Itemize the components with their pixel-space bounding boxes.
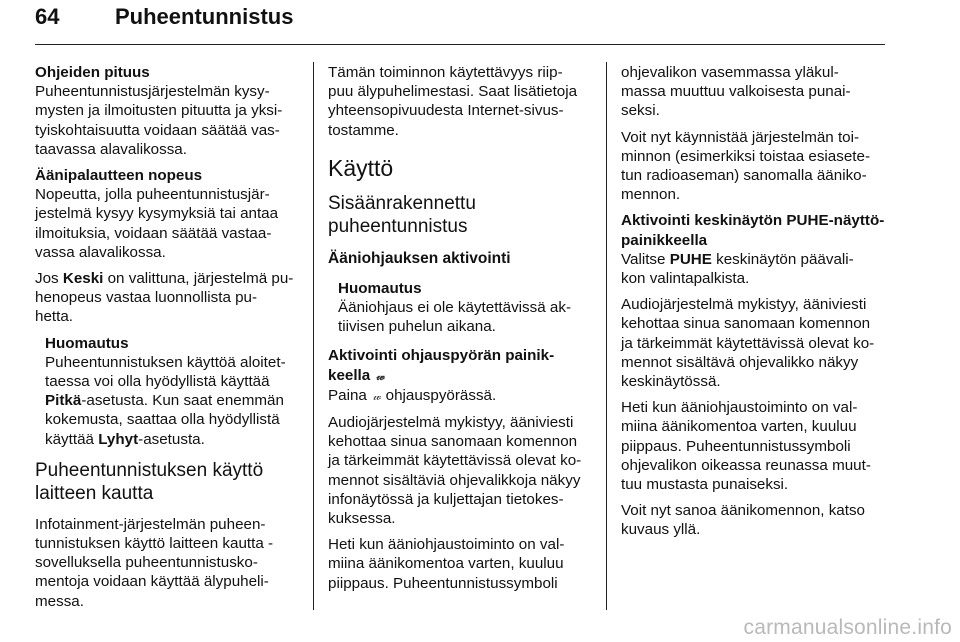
note-heading: Huomautus xyxy=(45,334,129,352)
text-line: massa muuttuu valkoisesta punai- xyxy=(621,83,851,101)
paragraph-start-function xyxy=(621,128,889,205)
setting-keyword: Pitkä xyxy=(45,392,82,410)
paragraph-symbol-color xyxy=(621,63,889,121)
text-line: tuu mustasta punaiseksi. xyxy=(621,476,789,494)
page-header xyxy=(35,4,885,46)
column-divider-2 xyxy=(606,62,607,610)
text-run: -asetusta. Kun saat enemmän xyxy=(81,392,284,410)
text-line: Audiojärjestelmä mykistyy, ääniviesti xyxy=(621,296,867,314)
text-line: kehottaa sinua sanomaan komennon xyxy=(621,315,871,333)
paragraph-press-button xyxy=(328,386,596,406)
subheading-center-display-button xyxy=(621,211,889,249)
text-line: tyiskohtaisuutta voidaan säätää vas- xyxy=(35,121,280,139)
setting-keyword: Keski xyxy=(62,270,104,288)
text-line: Heti kun ääniohjaustoiminto on val- xyxy=(621,399,858,417)
paragraph-beep xyxy=(328,535,596,593)
column-3 xyxy=(621,63,889,547)
voice-control-icon: 𝓌 xyxy=(373,388,382,403)
note-block xyxy=(35,334,303,449)
text-line xyxy=(621,250,889,269)
setting-keyword: PUHE xyxy=(669,250,712,268)
text-run: Jos xyxy=(35,270,63,288)
text-line: miina äänikomentoa varten, kuuluu xyxy=(328,555,564,573)
heading-line: Puheentunnistuksen käyttö xyxy=(35,459,264,481)
text-line: kehottaa sinua sanomaan komennon xyxy=(328,433,578,451)
text-line: ohjevalikon vasemmassa yläkul- xyxy=(621,64,839,81)
text-line: messa. xyxy=(35,592,84,610)
page-number: 64 xyxy=(35,4,60,29)
text-line: jestelmä kysyy kysymyksiä tai antaa xyxy=(35,205,279,223)
text-line: ilmoituksia, voidaan säätää vastaa- xyxy=(35,224,272,242)
text-line: taessa voi olla hyödyllistä käyttää xyxy=(45,373,270,391)
note-block xyxy=(328,279,596,337)
text-line: mentoja voidaan käyttää älypuheli- xyxy=(35,573,269,591)
text-line: ja tärkeimmät käytettävissä olevat ko- xyxy=(328,452,582,470)
text-line: taavassa alavalikossa. xyxy=(35,140,187,158)
paragraph-select-puhe xyxy=(621,250,889,288)
text-line: ja tärkeimmät käytettävissä olevat ko- xyxy=(621,334,875,352)
heading-line: Sisäänrakennettu xyxy=(328,192,476,214)
text-line: henopeus vastaa luonnollista pu- xyxy=(35,289,258,307)
subheading-prompt-length: Ohjeiden pituus xyxy=(35,64,150,81)
header-rule xyxy=(35,44,885,45)
text-line: mysten ja ilmoitusten pituutta ja yksi- xyxy=(35,102,283,120)
column-1 xyxy=(35,63,303,618)
text-run: -asetusta. xyxy=(138,430,205,448)
text-run: Valitse xyxy=(621,250,670,268)
paragraph-audio-mute xyxy=(621,295,889,391)
text-line: Tämän toiminnon käytettävyys riip- xyxy=(328,64,563,81)
heading-usage: Käyttö xyxy=(328,154,394,181)
text-line: piippaus. Puheentunnistussymboli xyxy=(328,574,558,592)
paragraph-say-command xyxy=(621,501,889,539)
heading-line: Aktivointi ohjauspyörän painik- xyxy=(328,347,555,365)
text-line: kuvaus yllä. xyxy=(621,521,701,539)
text-run: ohjauspyörässä. xyxy=(381,386,497,404)
text-run: keella xyxy=(328,366,371,384)
text-line: tostamme. xyxy=(328,121,399,139)
text-line: mennon. xyxy=(621,186,681,204)
text-line: hetta. xyxy=(35,308,73,326)
text-line: infonäytössä ja kuljettajan tietokes- xyxy=(328,490,564,508)
text-line: piippaus. Puheentunnistussymboli xyxy=(621,437,851,455)
text-line: Ääniohjaus ei ole käytettävissä ak- xyxy=(338,299,572,317)
text-line: puu älypuhelimestasi. Saat lisätietoja xyxy=(328,83,578,101)
paragraph-device-voice xyxy=(35,515,303,611)
text-line: kuksessa. xyxy=(328,510,396,528)
voice-control-icon: 𝓌 xyxy=(376,368,385,383)
paragraph-availability xyxy=(328,63,596,140)
text-line: mennot sisältäviä ohjevalikkoja näkyy xyxy=(328,471,581,489)
text-line: miina äänikomentoa varten, kuuluu xyxy=(621,418,857,436)
text-line: keskinäytössä. xyxy=(621,373,721,391)
text-line: minnon (esimerkiksi toistaa esiasete- xyxy=(621,147,870,165)
text-line: Nopeutta, jolla puheentunnistusjär- xyxy=(35,186,270,204)
text-line: sovelluksella puheentunnistusko- xyxy=(35,554,258,572)
paragraph-prompt-length xyxy=(35,82,303,159)
heading-line: puheentunnistus xyxy=(328,215,468,237)
text-line: seksi. xyxy=(621,102,660,120)
text-line: Audiojärjestelmä mykistyy, ääniviesti xyxy=(328,414,574,432)
heading-builtin-recognition xyxy=(328,192,596,238)
paragraph-medium-setting xyxy=(35,269,303,327)
paragraph-beep xyxy=(621,398,889,494)
text-run: keskinäytön päävali- xyxy=(711,250,854,268)
text-line: Infotainment-järjestelmän puheen- xyxy=(35,515,266,533)
text-line: ohjevalikon oikeassa reunassa muut- xyxy=(621,456,871,474)
text-line: tiivisen puhelun aikana. xyxy=(338,318,496,336)
heading-line: painikkeella xyxy=(621,231,708,249)
text-line: Puheentunnistusjärjestelmän kysy- xyxy=(35,83,270,101)
text-line: kon valintapalkista. xyxy=(621,270,750,288)
text-run: on valittuna, järjestelmä pu- xyxy=(103,270,294,288)
paragraph-audio-mute xyxy=(328,413,596,528)
text-line: yhteensopivuudesta Internet-sivus- xyxy=(328,102,564,120)
text-line xyxy=(328,386,596,406)
text-line xyxy=(45,430,303,449)
setting-keyword: Lyhyt xyxy=(98,430,139,448)
watermark: carmanualsonline.info xyxy=(743,616,952,639)
subheading-steering-wheel-button xyxy=(328,346,596,385)
text-line: kokemusta, saattaa olla hyödyllistä xyxy=(45,411,280,429)
text-line: vassa alavalikossa. xyxy=(35,243,166,261)
text-line xyxy=(35,269,303,288)
heading-voice-activation: Ääniohjauksen aktivointi xyxy=(328,249,511,267)
text-line: mennot sisältävä ohjevalikko näkyy xyxy=(621,353,859,371)
column-divider-1 xyxy=(313,62,314,610)
text-run: käyttää xyxy=(45,430,99,448)
text-line: Heti kun ääniohjaustoiminto on val- xyxy=(328,536,565,554)
subheading-voice-speed: Äänipalautteen nopeus xyxy=(35,167,203,185)
chapter-title: Puheentunnistus xyxy=(115,4,294,29)
text-line: tunnistuksen käyttö laitteen kautta - xyxy=(35,535,274,553)
text-line: Voit nyt käynnistää järjestelmän toi- xyxy=(621,128,860,146)
heading-line: Aktivointi keskinäytön PUHE-näyttö- xyxy=(621,212,885,230)
heading-line: laitteen kautta xyxy=(35,482,154,504)
text-line: Puheentunnistuksen käyttöä aloitet- xyxy=(45,353,286,371)
text-line: tun radioaseman) sanomalla ääniko- xyxy=(621,167,867,185)
paragraph-voice-speed xyxy=(35,185,303,262)
text-line: Voit nyt sanoa äänikomennon, katso xyxy=(621,502,866,520)
heading-line xyxy=(328,366,596,386)
column-2 xyxy=(328,63,596,600)
heading-device-voice-use xyxy=(35,459,303,505)
text-line xyxy=(45,391,303,410)
note-heading: Huomautus xyxy=(338,279,422,297)
text-run: Paina xyxy=(328,386,372,404)
